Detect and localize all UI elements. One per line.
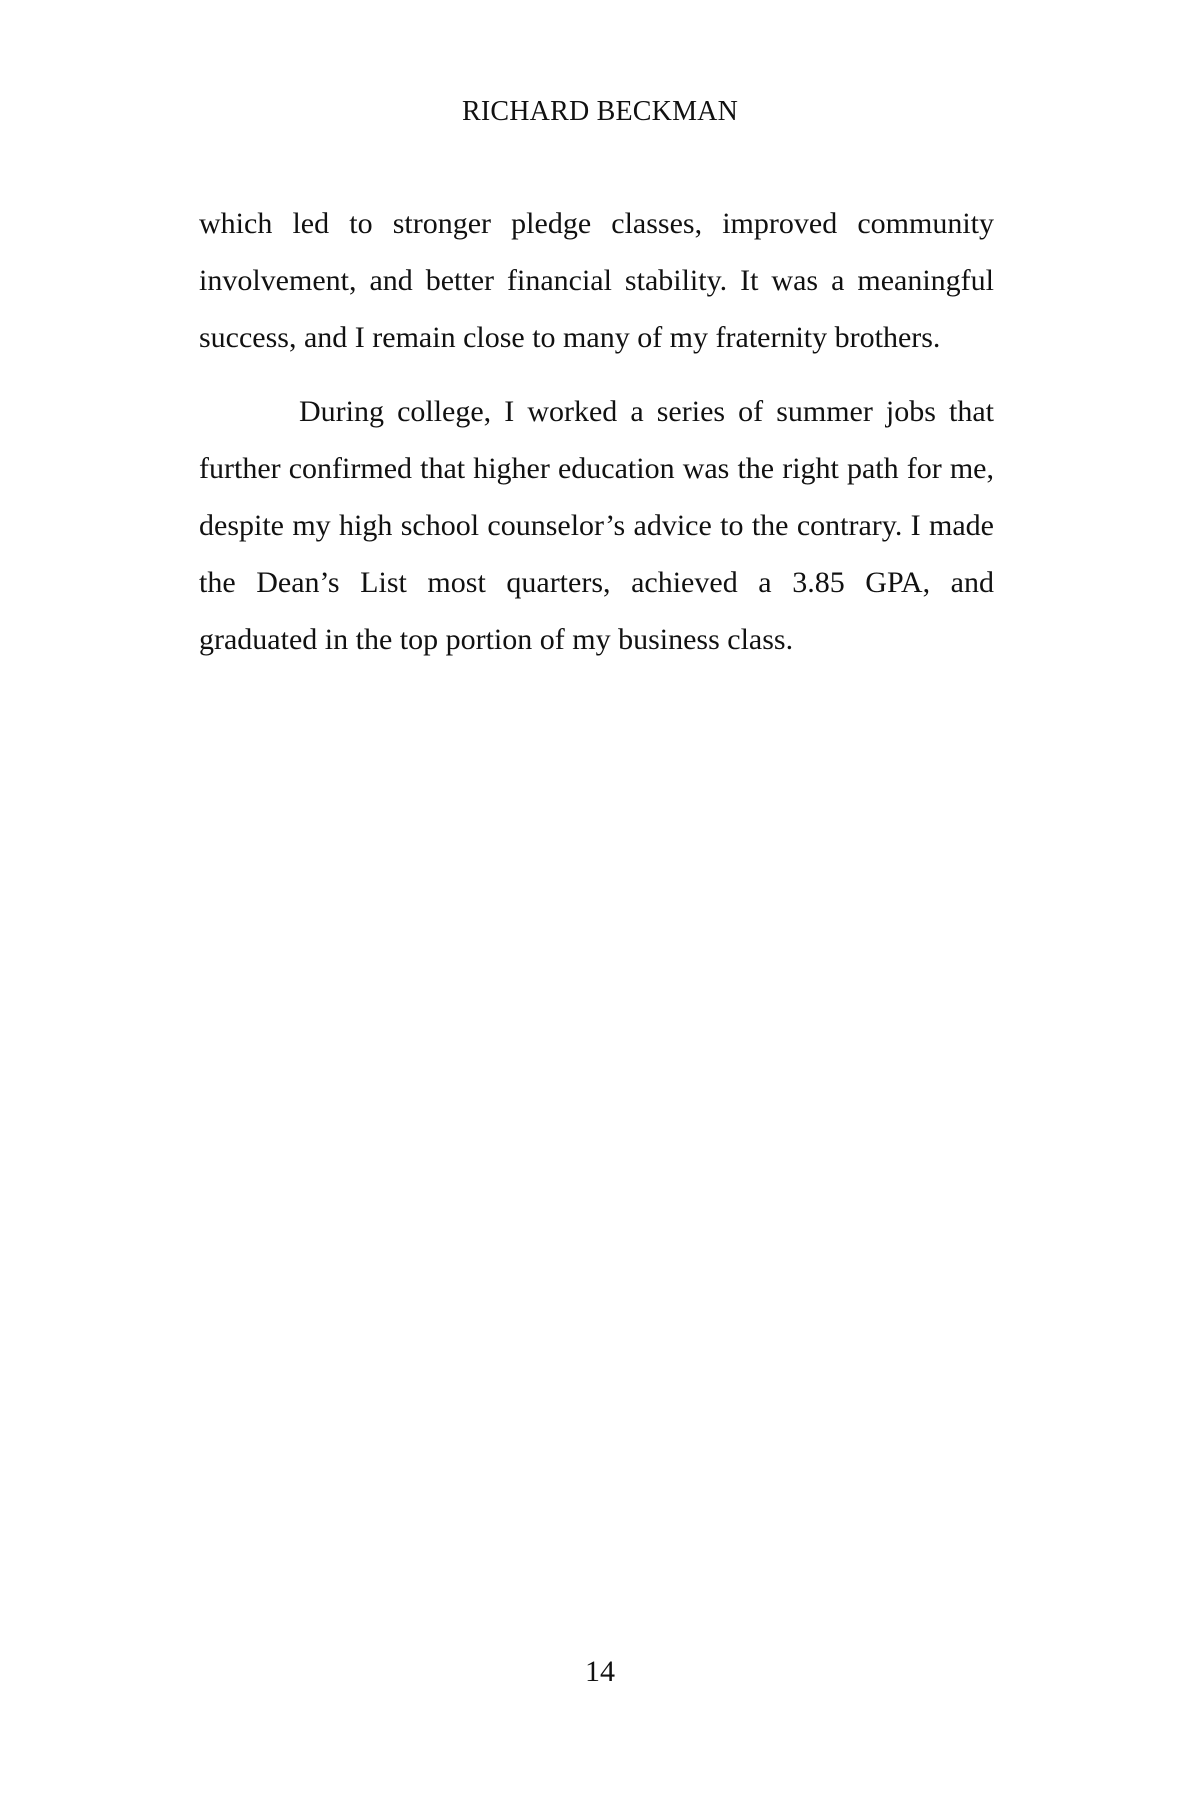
page-number: 14 (585, 1655, 615, 1688)
paragraph-college: During college, I worked a series of summer jobs that further confirmed that higher education was the right path for me, despite my high school counselor’s advice to the contrary. I made the Dean’s List most quarters, achieved a 3.85 GPA, and graduated in the top portion of my business class. (199, 395, 994, 656)
body-text (199, 195, 994, 685)
paragraph-continuation: which led to stronger pledge classes, improved community involvement, and better financial stability. It was a meaningful success, and I remain close to many of my fraternity brothers. (199, 207, 994, 354)
running-header: RICHARD BECKMAN (461, 96, 739, 127)
